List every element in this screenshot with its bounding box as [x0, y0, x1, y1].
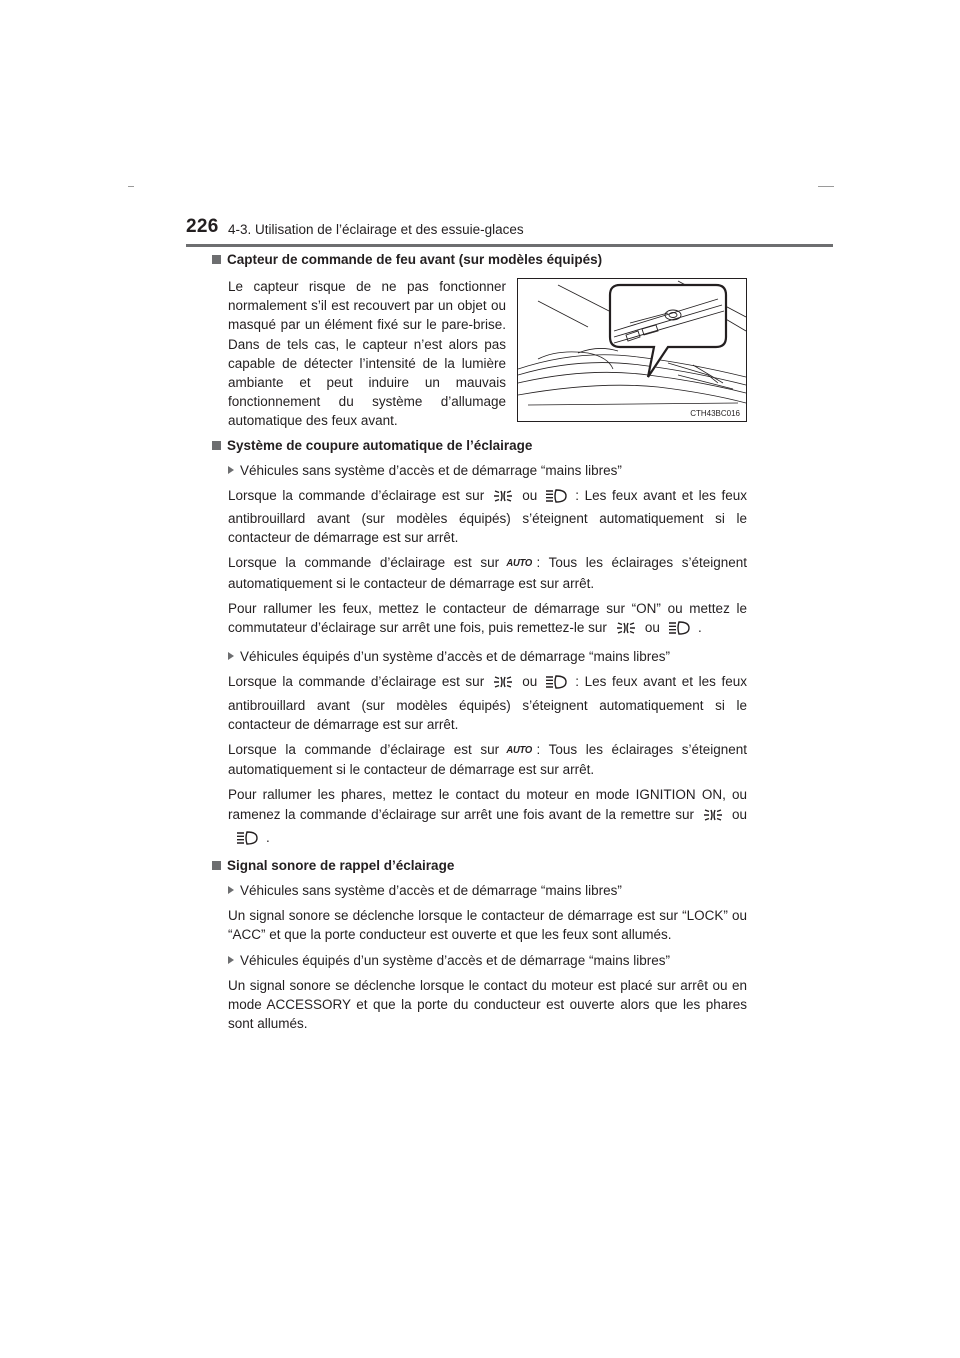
tail-light-icon: [615, 620, 637, 641]
header-rule: [186, 244, 833, 247]
subheading-without-smart-key: Véhicules sans système d’accès et de démarrage “mains libres”: [228, 461, 747, 480]
square-bullet-icon: [212, 441, 221, 450]
paragraph: Lorsque la commande d’éclairage est sur ou : Les feux avant et les feux antibrouillard avant (sur modèles équipés) s’éteignent automatiquement si le contacteur de démarrage est sur arrêt.: [228, 674, 747, 732]
sensor-block: [228, 275, 747, 431]
headlight-icon: [545, 488, 567, 509]
crop-mark-right: [818, 186, 834, 187]
headlight-icon: [545, 674, 567, 695]
subheading-without-smart-key: Véhicules sans système d’accès et de démarrage “mains libres”: [228, 881, 747, 900]
subheading-with-smart-key: Véhicules équipés d’un système d’accès et de démarrage “mains libres”: [228, 951, 747, 970]
triangle-bullet-icon: [228, 886, 234, 894]
subheading-with-smart-key: Véhicules équipés d’un système d’accès et de démarrage “mains libres”: [228, 647, 747, 666]
triangle-bullet-icon: [228, 652, 234, 660]
auto-icon: AUTO: [506, 557, 533, 570]
windshield-sensor-illustration: [518, 279, 746, 421]
section-heading-reminder: Signal sonore de rappel d’éclairage: [212, 857, 747, 875]
paragraph: Lorsque la commande d’éclairage est sur AUTO : Tous les éclairages s’éteignent automatiquement si le contacteur de démarrage est sur arrêt.: [228, 555, 747, 591]
crop-mark-left: [128, 186, 134, 187]
tail-light-icon: [492, 674, 514, 695]
paragraph: Un signal sonore se déclenche lorsque le contacteur de démarrage est sur “LOCK” ou “ACC” et que la porte conducteur est ouverte et que les feux sont allumés.: [228, 908, 747, 943]
page-content: [212, 251, 747, 1040]
paragraph: Un signal sonore se déclenche lorsque le contact du moteur est placé sur arrêt ou en mode ACCESSORY et que la porte du conducteur est ouverte alors que les phares sont allumés.: [228, 977, 747, 1032]
headlight-icon: [236, 830, 258, 851]
triangle-bullet-icon: [228, 466, 234, 474]
sensor-text: Le capteur risque de ne pas fonctionner normalement s’il est recouvert par un objet ou masqué par un élément fixé sur le pare-brise. Dans de tels cas, le capteur n’est alors pas capable de détecter l’intensité de la lumière ambiante et peut induire un mauvais fonctionnement du système d’allumage automatique des feux avant.: [228, 279, 506, 429]
figure-code: CTH43BC016: [690, 409, 740, 418]
page-number: 226: [186, 216, 219, 237]
section-heading-auto-off: Système de coupure automatique de l’éclairage: [212, 437, 747, 455]
paragraph: Pour rallumer les feux, mettez le contacteur de démarrage sur “ON” ou mettez le commutateur d’éclairage sur arrêt une fois, puis remettez-le sur ou .: [228, 599, 747, 641]
chapter-title: 4-3. Utilisation de l’éclairage et des essuie-glaces: [228, 222, 524, 237]
square-bullet-icon: [212, 255, 221, 264]
section-heading-sensor: Capteur de commande de feu avant (sur modèles équipés): [212, 251, 747, 269]
sensor-figure: [517, 278, 747, 422]
tail-light-icon: [492, 488, 514, 509]
paragraph: Lorsque la commande d’éclairage est sur AUTO : Tous les éclairages s’éteignent automatiquement si le contacteur de démarrage est sur arrêt.: [228, 742, 747, 778]
paragraph: Pour rallumer les phares, mettez le contact du moteur en mode IGNITION ON, ou ramenez la commande d’éclairage sur arrêt une fois avant de la remettre sur ou.: [228, 785, 747, 851]
paragraph: Lorsque la commande d’éclairage est sur ou : Les feux avant et les feux antibrouillard avant (sur modèles équipés) s’éteignent automatiquement si le contacteur de démarrage est sur arrêt.: [228, 487, 747, 546]
tail-light-icon: [702, 807, 724, 828]
square-bullet-icon: [212, 861, 221, 870]
auto-icon: AUTO: [506, 744, 533, 757]
headlight-icon: [668, 620, 690, 641]
triangle-bullet-icon: [228, 956, 234, 964]
